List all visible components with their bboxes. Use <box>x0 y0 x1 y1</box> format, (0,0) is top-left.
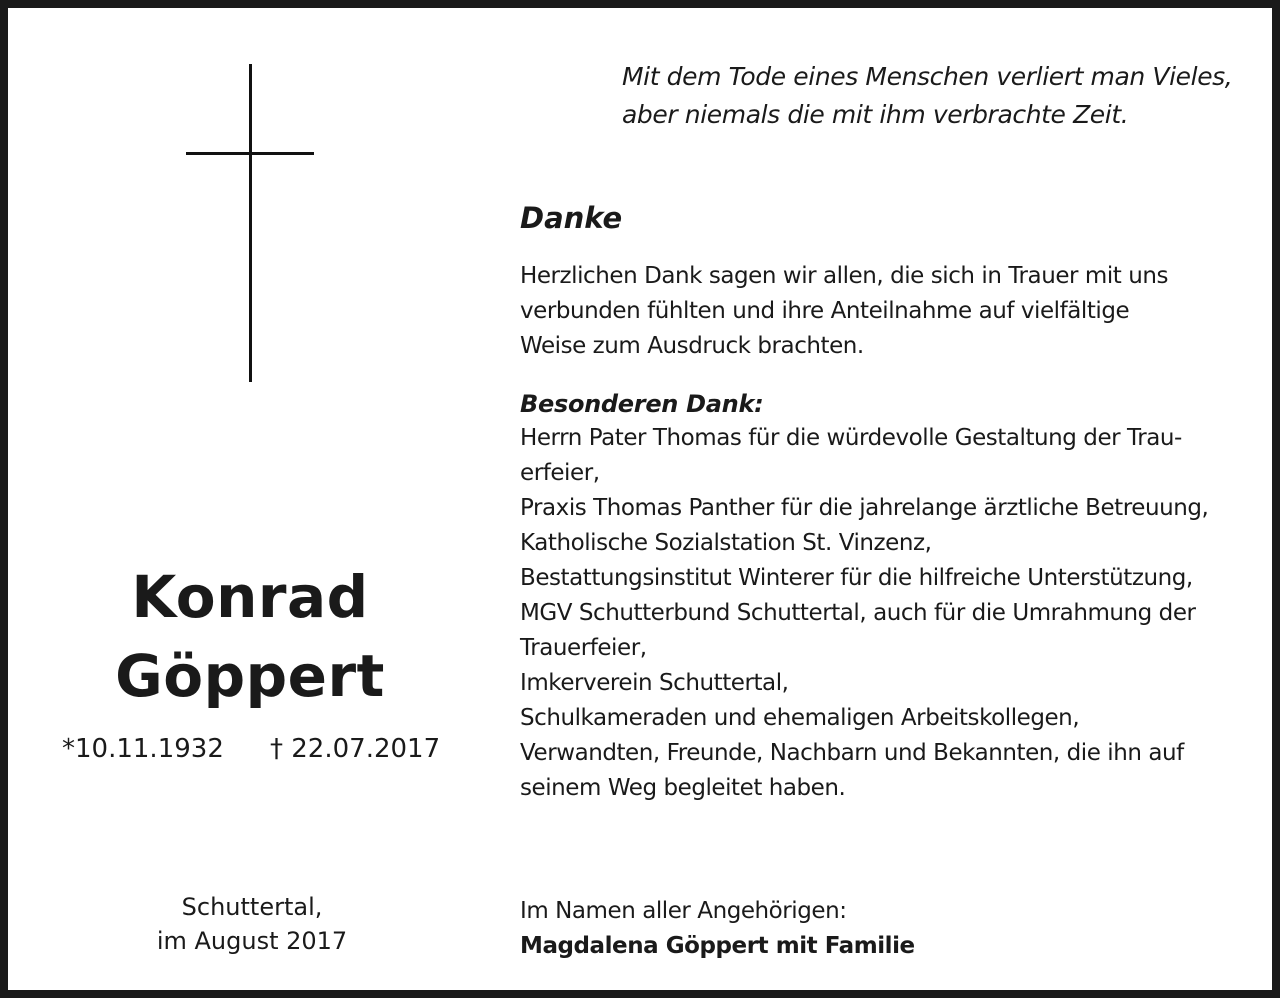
thanks-heading: Danke <box>520 201 623 235</box>
quote-line: aber niemals die mit ihm verbrachte Zeit. <box>622 100 1129 129</box>
place-line: Schuttertal, <box>181 893 323 921</box>
special-thanks-heading: Besonderen Dank: <box>520 390 764 418</box>
special-thanks-line: Imkerverein Schuttertal, <box>520 670 789 696</box>
special-thanks-list <box>520 421 1260 806</box>
special-thanks-line: Schulkameraden und ehemaligen Arbeitskollegen, <box>520 705 1080 731</box>
thanks-paragraph <box>520 259 1260 364</box>
birth-date: *10.11.1932 <box>62 734 224 764</box>
deceased-last-name: Göppert <box>115 642 385 710</box>
special-thanks-line: Praxis Thomas Panther für die jahrelange ärztliche Betreuung, <box>520 495 1209 521</box>
memorial-quote <box>622 58 1272 134</box>
cross-icon <box>186 64 314 382</box>
signoff-name: Magdalena Göppert mit Familie <box>520 933 915 959</box>
quote-line: Mit dem Tode eines Menschen verliert man Vieles, <box>622 62 1233 91</box>
special-thanks-line: Herrn Pater Thomas für die würdevolle Gestaltung der Trau- <box>520 425 1182 451</box>
place-line: im August 2017 <box>156 927 348 955</box>
death-date: † 22.07.2017 <box>270 734 441 764</box>
special-thanks-line: Trauerfeier, <box>520 635 647 661</box>
cross-horizontal-bar <box>186 152 314 155</box>
thanks-line: Herzlichen Dank sagen wir allen, die sich in Trauer mit uns <box>520 263 1168 289</box>
cross-vertical-bar <box>249 64 252 382</box>
thanks-line: Weise zum Ausdruck brachten. <box>520 333 864 359</box>
special-thanks-line: Verwandten, Freunde, Nachbarn und Bekannten, die ihn auf <box>520 740 1184 766</box>
signoff <box>520 894 1260 964</box>
special-thanks-line: Katholische Sozialstation St. Vinzenz, <box>520 530 932 556</box>
special-thanks-line: seinem Weg begleitet haben. <box>520 775 846 801</box>
special-thanks-line: Bestattungsinstitut Winterer für die hilfreiche Unterstützung, <box>520 565 1193 591</box>
deceased-first-name: Konrad <box>131 563 369 631</box>
place-and-date <box>110 890 394 958</box>
special-thanks-line: MGV Schutterbund Schuttertal, auch für die Umrahmung der <box>520 600 1196 626</box>
signoff-intro: Im Namen aller Angehörigen: <box>520 898 847 924</box>
special-thanks-line: erfeier, <box>520 460 600 486</box>
thanks-line: verbunden fühlten und ihre Anteilnahme auf vielfältige <box>520 298 1130 324</box>
